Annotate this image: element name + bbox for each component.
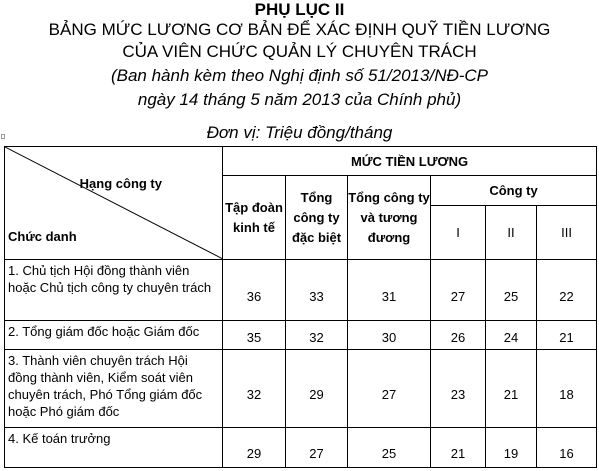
table-cell: 21 <box>486 350 537 428</box>
row-title: 4. Kế toán trưởng <box>5 428 223 468</box>
table-cell: 27 <box>286 428 348 468</box>
salary-table <box>4 146 597 468</box>
table-cell: 32 <box>286 321 348 350</box>
table-cell: 35 <box>223 321 286 350</box>
table-row <box>5 350 597 428</box>
table-cell: 26 <box>431 321 486 350</box>
column-header-special-corporation: Tổng công ty đặc biệt <box>286 176 348 260</box>
company-class-ii: II <box>486 206 537 260</box>
table-cell: 27 <box>348 350 431 428</box>
table-cell: 19 <box>486 428 537 468</box>
company-header: Công ty <box>431 176 597 206</box>
table-cell: 16 <box>537 428 597 468</box>
company-rank-label: Hạng công ty <box>79 176 162 191</box>
document-title-line-1: BẢNG MỨC LƯƠNG CƠ BẢN ĐỂ XÁC ĐỊNH QUỸ TIỀN LƯƠNG <box>48 20 551 39</box>
column-header-corporation: Tổng công ty và tương đương <box>348 176 431 260</box>
table-cell: 27 <box>431 260 486 321</box>
table-cell: 25 <box>486 260 537 321</box>
table-cell: 25 <box>348 428 431 468</box>
company-class-iii: III <box>537 206 597 260</box>
position-label: Chức danh <box>8 229 77 244</box>
table-row <box>5 428 597 468</box>
appendix-title: PHỤ LỤC II <box>254 0 345 19</box>
table-cell: 32 <box>223 350 286 428</box>
row-title: 2. Tổng giám đốc hoặc Giám đốc <box>5 321 223 350</box>
table-cell: 24 <box>486 321 537 350</box>
row-title: 3. Thành viên chuyên trách Hội đồng thành viên, Kiểm soát viên chuyên trách, Phó Tổng giám đốc hoặc Phó giám đốc <box>5 350 223 428</box>
table-cell: 29 <box>286 350 348 428</box>
table-cell: 21 <box>431 428 486 468</box>
table-cell: 22 <box>537 260 597 321</box>
row-title: 1. Chủ tịch Hội đồng thành viên hoặc Chủ tịch công ty chuyên trách <box>5 260 223 321</box>
table-cell: 31 <box>348 260 431 321</box>
decree-reference-line-1: (Ban hành kèm theo Nghị định số 51/2013/NĐ-CP <box>110 66 489 85</box>
salary-level-header: MỨC TIỀN LƯƠNG <box>223 147 597 176</box>
table-cell: 33 <box>286 260 348 321</box>
table-cell: 18 <box>537 350 597 428</box>
decree-reference-line-2: ngày 14 tháng 5 năm 2013 của Chính phủ) <box>137 90 462 109</box>
table-cell: 36 <box>223 260 286 321</box>
table-corner-cell <box>5 147 223 260</box>
table-cell: 29 <box>223 428 286 468</box>
table-cell: 21 <box>537 321 597 350</box>
table-row <box>5 260 597 321</box>
table-row <box>5 321 597 350</box>
company-class-i: I <box>431 206 486 260</box>
table-cell: 30 <box>348 321 431 350</box>
document-title-line-2: CỦA VIÊN CHỨC QUẢN LÝ CHUYÊN TRÁCH <box>122 42 477 61</box>
unit-label: Đơn vị: Triệu đồng/tháng <box>206 123 393 142</box>
table-cell: 23 <box>431 350 486 428</box>
column-header-economic-group: Tập đoàn kinh tế <box>223 176 286 260</box>
